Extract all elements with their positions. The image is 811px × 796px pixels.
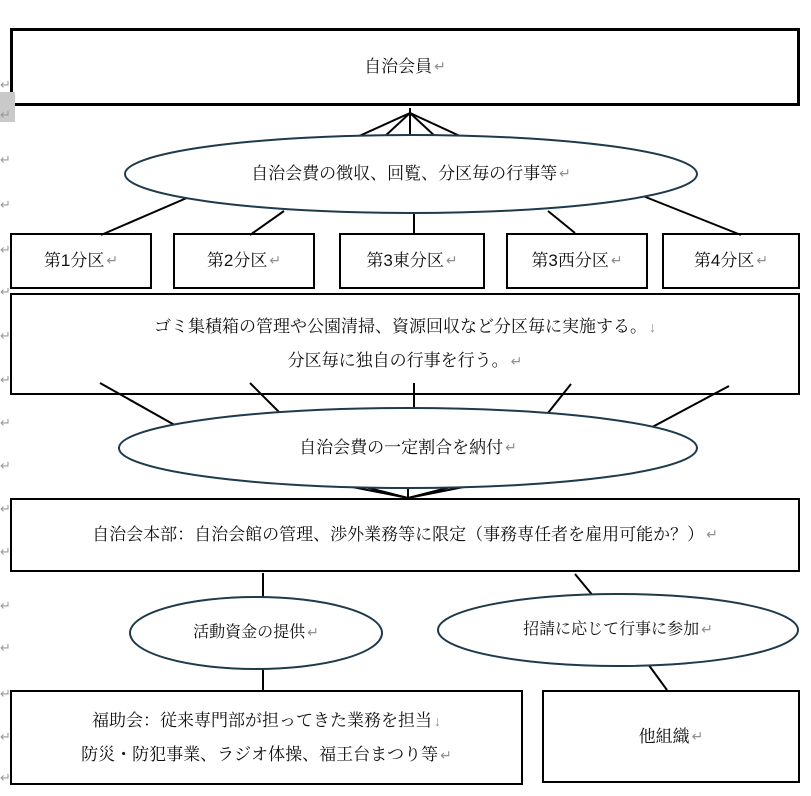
ellipses: [119, 135, 798, 669]
paragraph-mark-icon: ↵: [106, 252, 119, 269]
paragraph-mark-icon: ↵: [0, 107, 11, 122]
paragraph-mark-icon: ↵: [0, 598, 11, 613]
other-org-text: 他組織: [638, 726, 690, 746]
district-1-label: [10, 233, 152, 289]
paragraph-mark-icon: ↵: [307, 624, 319, 641]
paragraph-mark-icon: ↵: [0, 501, 11, 516]
connector-line: [250, 211, 284, 235]
district-3east-text: 第3東分区: [366, 251, 444, 271]
line-break-mark-icon: ↓: [649, 319, 656, 335]
paragraph-mark-icon: ↵: [610, 252, 623, 269]
connector-line: [648, 664, 667, 690]
paragraph-mark-icon: ↵: [0, 729, 11, 744]
paragraph-mark-icon: ↵: [0, 640, 11, 655]
funds-ellipse-label: [130, 597, 382, 669]
paragraph-mark-icon: ↵: [0, 686, 11, 701]
district-note-line2: [288, 344, 523, 378]
paragraph-mark-icon: ↵: [434, 58, 446, 75]
district-note-text2: 分区毎に独自の行事を行う。: [287, 351, 509, 370]
other-org-label: [542, 690, 800, 783]
connector-line: [548, 211, 575, 233]
invite-ellipse-label: [438, 594, 798, 666]
paragraph-mark-icon: ↵: [756, 252, 769, 269]
collect-ellipse-label: [125, 135, 697, 213]
district-2-label: [173, 233, 315, 289]
paragraph-mark-icon: ↵: [559, 165, 571, 182]
district-4-label: [662, 233, 800, 289]
paragraph-mark-icon: ↵: [440, 746, 452, 763]
paragraph-mark-icon: ↵: [445, 252, 458, 269]
paragraph-mark-icon: ↵: [0, 77, 11, 92]
members-text: 自治会員: [364, 57, 433, 77]
members-label: [10, 28, 800, 106]
paragraph-mark-icon: ↵: [269, 252, 282, 269]
district-note-line1: [154, 310, 656, 344]
connector-line: [410, 113, 462, 137]
district-3east-label: [339, 233, 485, 289]
district-4-text: 第4分区: [693, 251, 755, 271]
paragraph-mark-icon: ↵: [0, 458, 11, 473]
paragraph-mark-icon: ↵: [510, 353, 523, 369]
connector-line: [357, 113, 410, 137]
invite-text: 招請に応じて行事に参加: [523, 621, 700, 638]
paragraph-mark-icon: ↵: [0, 328, 11, 343]
paragraph-mark-icon: ↵: [706, 526, 718, 543]
pay-ellipse-label: [119, 408, 697, 488]
paragraph-mark-icon: ↵: [0, 242, 11, 257]
paragraph-mark-icon: ↵: [0, 284, 11, 299]
paragraph-mark-icon: ↵: [0, 544, 11, 559]
district-2-text: 第2分区: [206, 251, 268, 271]
district-1-text: 第1分区: [43, 251, 105, 271]
fukujokai-line2: [81, 738, 452, 772]
funds-text: 活動資金の提供: [193, 624, 306, 641]
fukujokai-text1: 福助会：従来専門部が担ってきた業務を担当: [92, 710, 432, 730]
paragraph-mark-icon: ↵: [0, 415, 11, 430]
paragraph-mark-icon: ↵: [701, 621, 713, 638]
district-3west-text: 第3西分区: [531, 251, 609, 271]
district-note-label: [10, 293, 800, 395]
fukujokai-text2: 防災・防犯事業、ラジオ体操、福王台まつり等: [81, 744, 439, 764]
pay-text: 自治会費の一定割合を納付: [299, 438, 504, 458]
paragraph-mark-icon: ↵: [691, 727, 704, 744]
fukujokai-line1: [92, 704, 441, 738]
fukujokai-label: [10, 690, 523, 785]
paragraph-mark-icon: ↵: [0, 152, 11, 167]
paragraph-mark-icon: ↵: [505, 439, 517, 456]
line-break-mark-icon: ↓: [434, 712, 441, 729]
paragraph-mark-icon: ↵: [0, 372, 11, 387]
collect-text: 自治会費の徴収、回覧、分区毎の行事等: [251, 164, 558, 184]
paragraph-mark-icon: ↵: [0, 197, 11, 212]
paragraph-mark-icon: ↵: [0, 770, 11, 785]
district-note-text1: ゴミ集積箱の管理や公園清掃、資源回収など分区毎に実施する。: [154, 317, 647, 336]
hq-label: [10, 498, 800, 572]
hq-text: 自治会本部：自治会館の管理、渉外業務等に限定（事務専任者を雇用可能か？）: [92, 525, 705, 545]
district-3west-label: [506, 233, 648, 289]
